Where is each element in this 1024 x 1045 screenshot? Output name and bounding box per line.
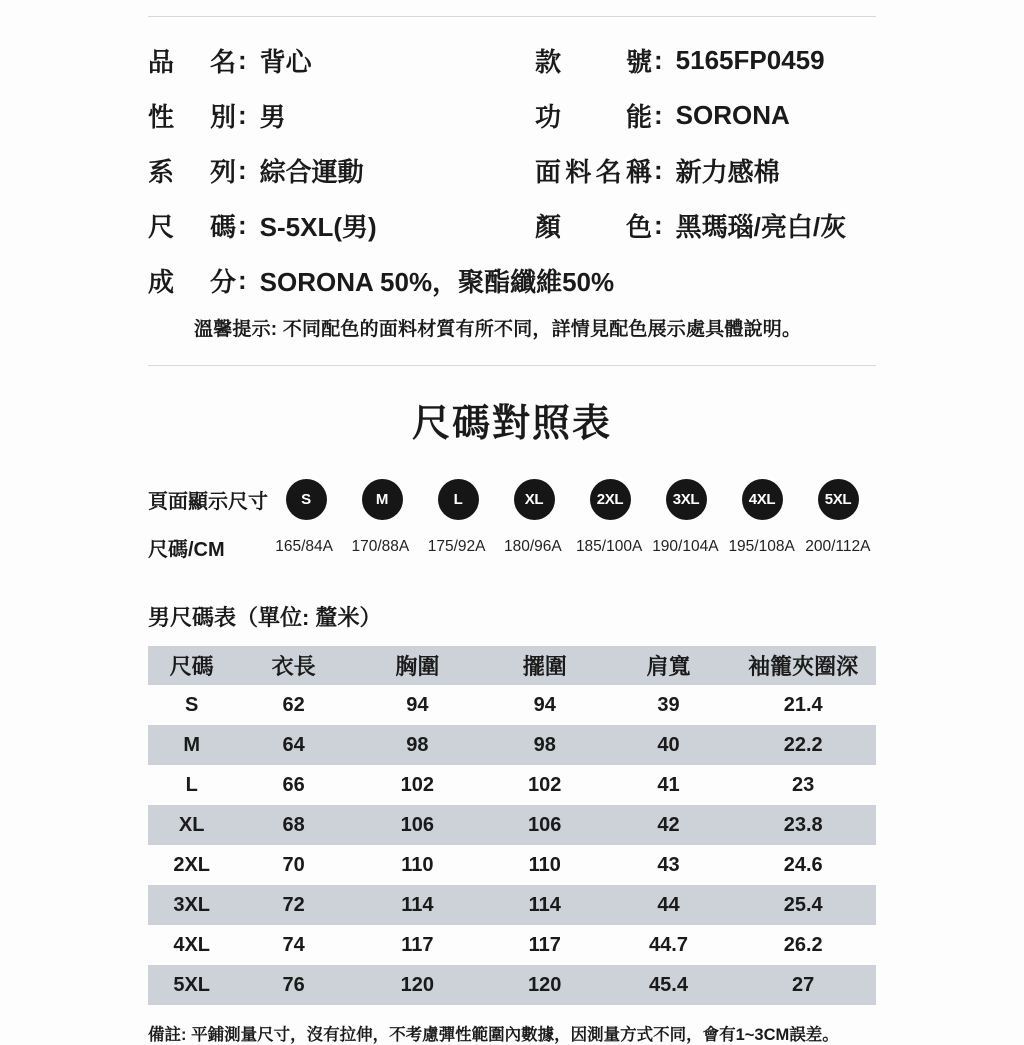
col-header-length: 衣長 <box>235 646 351 685</box>
measurement-note: 備註: 平鋪測量尺寸，沒有拉伸，不考慮彈性範圍內數據，因測量方式不同，會有1~3CM誤差。 <box>148 1026 839 1044</box>
cell: 23.8 <box>730 805 876 845</box>
section-divider <box>148 365 876 366</box>
size-badge-l: L <box>438 479 479 520</box>
cell: 68 <box>235 805 351 845</box>
size-cell <box>572 479 648 520</box>
col-header-chest: 胸圍 <box>352 646 483 685</box>
colon: : <box>654 45 663 75</box>
product-info-grid <box>148 33 876 253</box>
cell: S <box>185 693 199 716</box>
field-label: 尺碼 <box>148 212 236 242</box>
table-row <box>148 885 876 925</box>
display-sizes-row <box>148 477 876 521</box>
cell: 102 <box>528 773 562 796</box>
field-label: 功能 <box>535 102 652 132</box>
cell: 70 <box>282 853 305 876</box>
col-header-size: 尺碼 <box>148 646 235 685</box>
cell: 5XL <box>148 965 235 1005</box>
cell: 3XL <box>148 885 235 925</box>
size-badge-s: S <box>286 479 327 520</box>
size-cell <box>496 479 572 520</box>
cell: 40 <box>607 725 731 765</box>
cell: 39 <box>657 693 680 716</box>
cell: 24.6 <box>783 853 823 876</box>
mens-size-table-title: 男尺碼表（單位: 釐米） <box>148 605 382 630</box>
size-cell <box>420 479 496 520</box>
size-cell <box>724 479 800 520</box>
field-value: 新力感棉 <box>675 157 780 187</box>
warm-tip-text: 溫馨提示: 不同配色的面料材質有所不同，詳情見配色展示處具體說明。 <box>194 319 802 340</box>
size-badge-m: M <box>362 479 403 520</box>
cell: 44 <box>607 885 731 925</box>
colon: : <box>654 210 663 240</box>
cell: 76 <box>235 965 351 1005</box>
size-cell <box>268 479 344 520</box>
field-style-number <box>535 33 876 88</box>
colon: : <box>654 100 663 130</box>
field-value: SORONA <box>675 100 790 130</box>
cell: 74 <box>282 933 305 956</box>
cell: 114 <box>352 885 483 925</box>
field-function <box>535 88 876 143</box>
cm-value: 190/104A <box>652 538 719 555</box>
colon: : <box>238 155 247 185</box>
size-cell <box>800 479 876 520</box>
size-badge-4xl: 4XL <box>742 479 783 520</box>
cell: 64 <box>235 725 351 765</box>
table-row <box>148 925 876 965</box>
table-header-row <box>148 646 876 685</box>
cell: 4XL <box>173 933 211 956</box>
cell: 117 <box>401 933 434 956</box>
cell: 45.4 <box>607 965 731 1005</box>
size-chart-title: 尺碼對照表 <box>411 403 612 445</box>
cell: M <box>148 725 235 765</box>
cell: 25.4 <box>730 885 876 925</box>
cm-values-row <box>148 535 876 559</box>
field-label: 顏色 <box>535 212 652 242</box>
cell: 22.2 <box>730 725 876 765</box>
cm-value: 180/96A <box>504 538 562 555</box>
size-cell <box>344 479 420 520</box>
colon: : <box>238 265 247 295</box>
field-value: S-5XL(男) <box>259 212 377 242</box>
cm-value: 165/84A <box>275 538 333 555</box>
field-series <box>148 143 535 198</box>
cell: 114 <box>483 885 607 925</box>
size-badge-xl: XL <box>514 479 555 520</box>
cell: 94 <box>406 693 429 716</box>
colon: : <box>238 210 247 240</box>
field-product-name <box>148 33 535 88</box>
size-badge-3xl: 3XL <box>666 479 707 520</box>
field-gender <box>148 88 535 143</box>
table-row <box>148 845 876 885</box>
field-composition <box>148 253 876 308</box>
cm-label: 尺碼/CM <box>148 538 225 561</box>
field-label: 品名 <box>148 47 236 77</box>
display-sizes-label: 頁面顯示尺寸 <box>148 490 268 513</box>
cell: 98 <box>352 725 483 765</box>
cell: 106 <box>483 805 607 845</box>
mens-size-table <box>148 646 876 1005</box>
cell: L <box>185 773 198 796</box>
cell: 120 <box>483 965 607 1005</box>
cell: 102 <box>400 773 435 796</box>
field-color <box>535 198 876 253</box>
cell: 106 <box>352 805 483 845</box>
col-header-hem: 擺圍 <box>483 646 607 685</box>
table-row <box>148 725 876 765</box>
field-value: 綜合運動 <box>259 157 364 187</box>
cm-value: 200/112A <box>805 538 871 555</box>
cell: 43 <box>657 853 680 876</box>
cell: 42 <box>607 805 731 845</box>
cell: 110 <box>401 853 434 876</box>
colon: : <box>238 45 247 75</box>
cell: 26.2 <box>783 933 823 956</box>
size-cell <box>648 479 724 520</box>
cell: 98 <box>483 725 607 765</box>
field-label: 性別 <box>148 102 236 132</box>
field-label: 面料名稱 <box>535 157 652 187</box>
cm-value: 170/88A <box>351 538 410 555</box>
cell: 2XL <box>173 853 211 876</box>
colon: : <box>238 100 247 130</box>
field-size-range <box>148 198 535 253</box>
field-value: 黑瑪瑙/亮白/灰 <box>675 212 847 242</box>
field-fabric-name <box>535 143 876 198</box>
cm-value: 185/100A <box>575 538 643 555</box>
cell: XL <box>148 805 235 845</box>
size-badge-2xl: 2XL <box>590 479 631 520</box>
field-value: 背心 <box>259 47 312 77</box>
table-row <box>148 685 876 725</box>
spec-sheet <box>148 16 876 1045</box>
table-row <box>148 965 876 1005</box>
field-value: 男 <box>259 102 286 132</box>
cell: 94 <box>533 693 556 716</box>
cm-value: 175/92A <box>427 538 486 555</box>
col-header-shoulder: 肩寬 <box>607 646 731 685</box>
cell: 44.7 <box>649 933 688 956</box>
field-label: 款號 <box>535 47 652 77</box>
cell: 23 <box>792 773 815 796</box>
cm-value: 195/108A <box>728 538 795 555</box>
cell: 72 <box>235 885 351 925</box>
product-info-section <box>148 17 876 341</box>
table-row <box>148 765 876 805</box>
field-value: 5165FP0459 <box>675 45 825 75</box>
cell: 41 <box>657 773 680 796</box>
cell: 62 <box>282 693 305 716</box>
field-label: 成分 <box>148 267 236 297</box>
cell: 117 <box>528 933 561 956</box>
cell: 21.4 <box>783 693 823 716</box>
cell: 110 <box>528 853 561 876</box>
cell: 27 <box>730 965 876 1005</box>
field-label: 系列 <box>148 157 236 187</box>
colon: : <box>654 155 663 185</box>
size-badge-5xl: 5XL <box>818 479 859 520</box>
cell: 66 <box>282 773 305 796</box>
field-value: SORONA 50%，聚酯纖維50% <box>259 267 615 297</box>
col-header-armhole: 袖籠夾圈深 <box>730 646 876 685</box>
cell: 120 <box>352 965 483 1005</box>
table-row <box>148 805 876 845</box>
